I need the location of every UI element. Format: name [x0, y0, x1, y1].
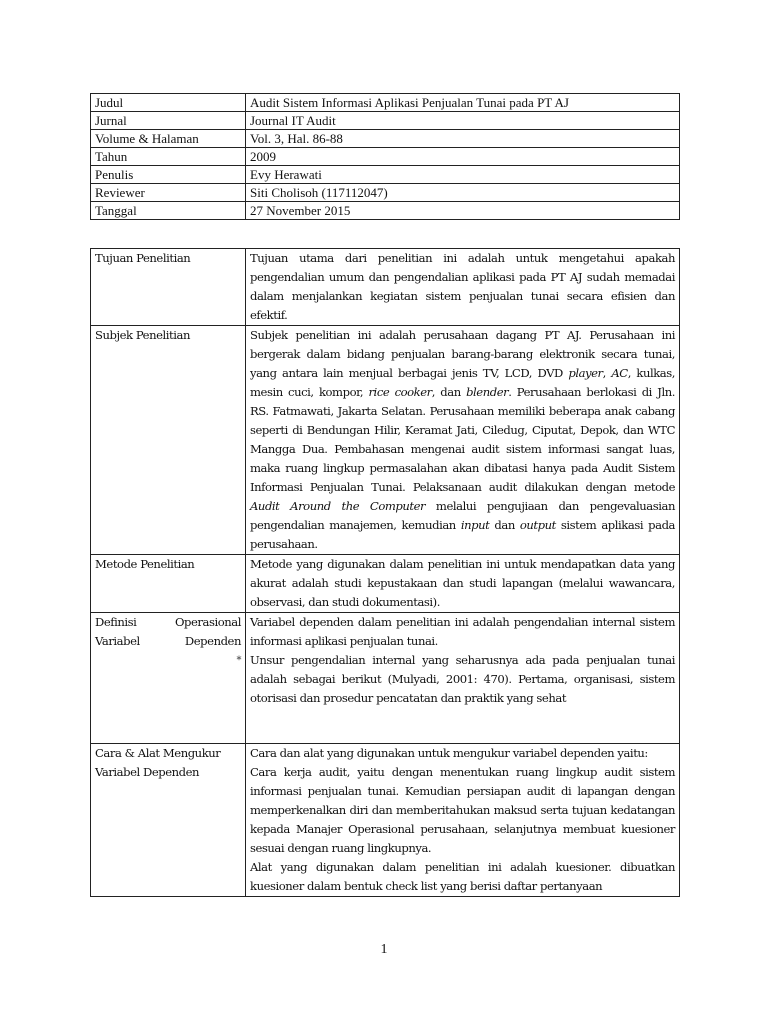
meta-row-penulis: [91, 166, 680, 184]
meta-label: Tanggal: [91, 202, 246, 220]
text-run: ,: [602, 366, 612, 380]
meta-label: Penulis: [91, 166, 246, 184]
text-run: melalui pengujiaan dan pengevaluasian pengendalian manajemen, kemudian: [250, 499, 676, 532]
page-number: 1: [380, 942, 388, 957]
review-table: [90, 248, 680, 897]
paragraph: Alat yang digunakan dalam penelitian ini adalah kuesioner. dibuatkan kuesioner dalam bentuk check list yang berisi daftar pertanyaan: [250, 860, 675, 893]
paragraph: Metode yang digunakan dalam penelitian ini untuk mendapatkan data yang akurat adalah studi kepustakaan dan studi lapangan (melalui wawancara, observasi, dan studi dokumentasi).: [250, 557, 675, 609]
italic-term: blender: [466, 385, 509, 399]
review-row-subjek: [91, 326, 680, 555]
meta-value: Vol. 3, Hal. 86-88: [246, 130, 680, 148]
meta-value: Audit Sistem Informasi Aplikasi Penjualan Tunai pada PT AJ: [246, 94, 680, 112]
paragraph: Unsur pengendalian internal yang seharusnya ada pada penjualan tunai adalah sebagai berikut (Mulyadi, 2001: 470). Pertama, organisasi, sistem otorisasi dan prosedur pencatatan dan praktik yang sehat: [250, 653, 675, 705]
italic-term: AC: [611, 366, 628, 380]
text-run: Subjek penelitian ini adalah perusahaan dagang PT AJ. Perusahaan ini bergerak dalam bidang penjualan barang-barang elektronik secara tunai, yang antara lain menjual berbagai jenis TV, LCD, DVD: [250, 328, 675, 380]
text-run: , dan: [431, 385, 467, 399]
review-value: [246, 249, 680, 326]
paragraph: Tujuan utama dari penelitian ini adalah untuk mengetahui apakah pengendalian umum dan pengendalian aplikasi pada PT AJ sudah memadai dalam menjalankan kegiatan sistem penjualan tunai secara efisien dan efektif.: [250, 251, 675, 322]
review-value: [246, 744, 680, 897]
italic-term: player: [568, 366, 603, 380]
review-label: [91, 613, 246, 744]
review-row-definisi: [91, 613, 680, 744]
review-label: Tujuan Penelitian: [91, 249, 246, 326]
paragraph: Cara kerja audit, yaitu dengan menentukan ruang lingkup audit sistem informasi penjualan tunai. Kemudian persiapan audit di lapangan dengan memperkenalkan diri dan memberitahukan maksud serta tujuan kedatangan kepada Manajer Operasional perusahaan, selanjutnya membuat kuesioner sesuai dengan ruang lingkupnya.: [250, 765, 675, 855]
meta-row-reviewer: [91, 184, 680, 202]
meta-label: Judul: [91, 94, 246, 112]
review-label: Cara & Alat Mengukur Variabel Dependen: [91, 744, 246, 897]
review-row-cara-alat: [91, 744, 680, 897]
metadata-table: [90, 93, 680, 220]
review-row-metode: [91, 555, 680, 613]
meta-label: Volume & Halaman: [91, 130, 246, 148]
paragraph: [250, 326, 675, 554]
review-label: Metode Penelitian: [91, 555, 246, 613]
text-run: . Perusahaan berlokasi di Jln. RS. Fatmawati, Jakarta Selatan. Perusahaan memiliki beberapa anak cabang seperti di Bendungan Hilir, Keramat Jati, Ciledug, Ciputat, Depok, dan WTC Mangga Dua. Pembahasan mengenai audit sistem informasi sangat luas, maka ruang lingkup permasalahan akan dibatasi hanya pada Audit Sistem Informasi Penjualan Tunai. Pelaksanaan audit dilakukan dengan metode: [250, 385, 675, 494]
meta-value: Siti Cholisoh (117112047): [246, 184, 680, 202]
review-value: [246, 555, 680, 613]
italic-term: Audit Around the Computer: [250, 499, 426, 513]
asterisk-mark: *: [236, 655, 241, 666]
review-label: Subjek Penelitian: [91, 326, 246, 555]
meta-row-tahun: [91, 148, 680, 166]
meta-value: Journal IT Audit: [246, 112, 680, 130]
meta-row-tanggal: [91, 202, 680, 220]
text-run: dan: [489, 518, 520, 532]
text-run: , kulkas, mesin cuci, kompor,: [250, 366, 676, 399]
review-value: [246, 326, 680, 555]
italic-term: output: [519, 518, 556, 532]
meta-value: 27 November 2015: [246, 202, 680, 220]
italic-term: input: [460, 518, 490, 532]
paragraph: Variabel dependen dalam penelitian ini adalah pengendalian internal sistem informasi aplikasi penjualan tunai.: [250, 615, 675, 648]
meta-value: Evy Herawati: [246, 166, 680, 184]
meta-label: Reviewer: [91, 184, 246, 202]
italic-term: rice cooker: [368, 385, 432, 399]
meta-label: Tahun: [91, 148, 246, 166]
review-value: [246, 613, 680, 744]
meta-label: Jurnal: [91, 112, 246, 130]
meta-row-jurnal: [91, 112, 680, 130]
meta-value: 2009: [246, 148, 680, 166]
text-run: sistem aplikasi pada perusahaan.: [250, 518, 675, 551]
meta-row-volume: [91, 130, 680, 148]
label-text: Definisi Operasional Variabel Dependen: [95, 615, 241, 648]
meta-row-judul: [91, 94, 680, 112]
review-row-tujuan: [91, 249, 680, 326]
paragraph: Cara dan alat yang digunakan untuk mengukur variabel dependen yaitu:: [250, 746, 648, 760]
